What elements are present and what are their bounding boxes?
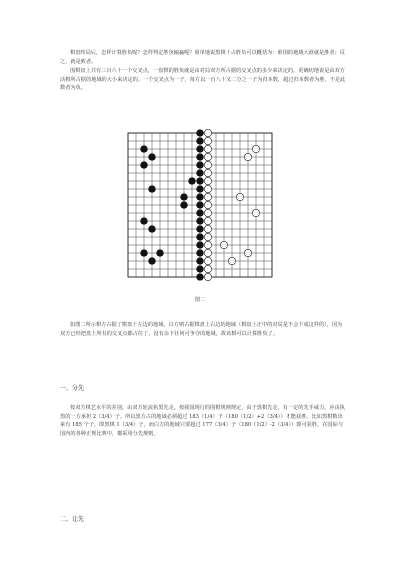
black-stone [196, 177, 203, 184]
black-stone [196, 217, 203, 224]
white-stone [204, 193, 211, 200]
white-stone [204, 201, 211, 208]
white-stone [204, 233, 211, 240]
black-stone [196, 249, 203, 256]
white-stone [252, 145, 259, 152]
black-stone [196, 153, 203, 160]
white-stone [204, 145, 211, 152]
black-stone [140, 161, 147, 168]
black-stone [196, 129, 203, 136]
figure-caption: 图二 [194, 297, 206, 303]
paragraph-result-rules: 棋盘终局后，怎样计算胜负呢？怎样判定胜负输赢呢？简单地说黑棋十占胜负可以概括为：谁围的地域大谁就是胜者；反之，就是败者。 [60, 50, 345, 65]
white-stone [204, 273, 211, 280]
white-stone [204, 153, 211, 160]
black-stone [148, 185, 155, 192]
black-stone [148, 257, 155, 264]
paragraph-figure-explanation: 如图二所示棋方占据了棋盘十左边的地域，白方则占据棋盘上右边的地域（棋盘上正中的对局是不会下成这样的），因为双方已经把盘上所有的交叉点都占住了，没有余下任何可争夺的地域，故该棋可以计算胜负了。 [60, 322, 343, 337]
black-stone [140, 217, 147, 224]
white-stone [204, 249, 211, 256]
black-stone [196, 257, 203, 264]
black-stone [156, 249, 163, 256]
white-stone [204, 241, 211, 248]
black-stone [196, 137, 203, 144]
section-heading-even-game: 一、分先 [60, 385, 85, 392]
white-stone [204, 177, 211, 184]
white-stone [228, 257, 235, 264]
white-stone [204, 209, 211, 216]
white-stone [244, 153, 251, 160]
black-stone [196, 265, 203, 272]
black-stone [196, 225, 203, 232]
paragraph-even-game: 按双方棋艺水平的差别，由双方轮流执黑先走。按我国现行的围棋规则规定，由于黑棋先走，有一定的先手威力，应由执黑的一方承担 2（3/4）子。所以黑方占的地域必须超过 183（1/4）子（180（1/2）+2（3/4））才能获胜。比如黑棋数出来有 185 个子，即黑棋 1（3/4）子，而白方的地域只要超过 177（3/4）子（180（1/2）-2（3/4））即可获胜。在国际与国内的各种正规比赛中，都采用分先规则。 [60, 405, 345, 437]
white-stone [244, 249, 251, 256]
black-stone [196, 169, 203, 176]
white-stone [204, 265, 211, 272]
black-stone [180, 193, 187, 200]
section-heading-handicap-first: 二、让先 [60, 516, 85, 523]
black-stone [148, 225, 155, 232]
white-stone [204, 217, 211, 224]
black-stone [196, 193, 203, 200]
white-stone [252, 209, 259, 216]
white-stone [204, 161, 211, 168]
white-stone [204, 257, 211, 264]
white-stone [204, 185, 211, 192]
go-board-figure [121, 126, 279, 284]
black-stone [196, 241, 203, 248]
black-stone [196, 233, 203, 240]
black-stone [148, 153, 155, 160]
white-stone [204, 129, 211, 136]
white-stone [220, 241, 227, 248]
white-stone [236, 193, 243, 200]
paragraph-board-points: 围棋盘上共有三百六十一个交叉点，一盘棋的胜负就是由对局双方所占据的交叉点的多少来决定的。更确切地说是由双方活棋所占据的地域的大小来决定的。一个交叉点为一子，每方以一百八十又二分之一子为归本数，超过归本数者为胜，不足此数者为负。 [60, 68, 346, 92]
black-stone [196, 209, 203, 216]
white-stone [204, 137, 211, 144]
black-stone [196, 161, 203, 168]
black-stone [140, 145, 147, 152]
black-stone [196, 201, 203, 208]
white-stone [204, 225, 211, 232]
black-stone [196, 185, 203, 192]
black-stone [196, 145, 203, 152]
black-stone [196, 273, 203, 280]
white-stone [204, 169, 211, 176]
black-stone [140, 249, 147, 256]
black-stone [188, 177, 195, 184]
black-stone [180, 201, 187, 208]
